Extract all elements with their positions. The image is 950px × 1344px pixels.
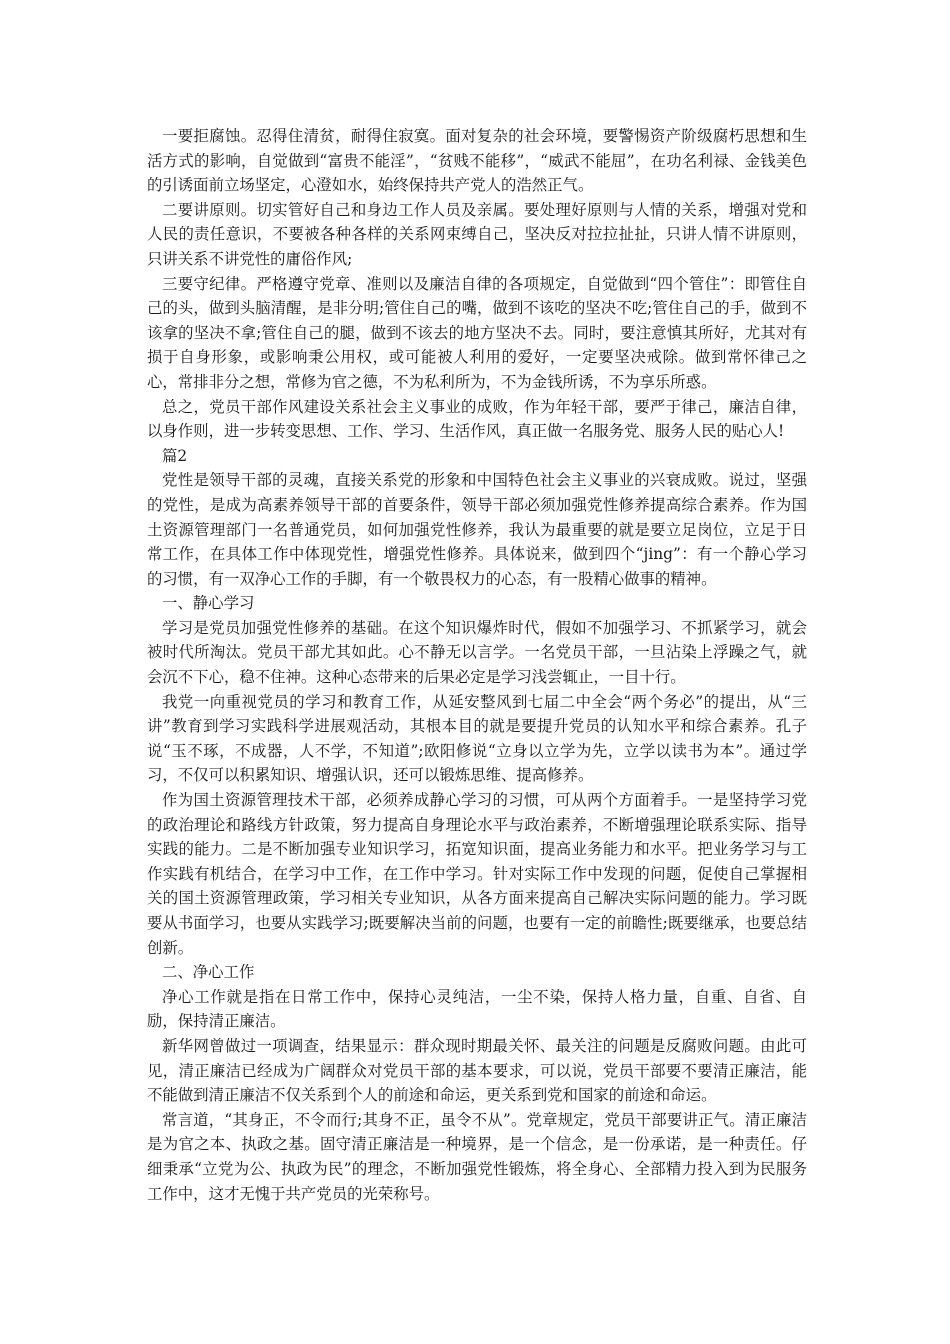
paragraph-refuse-corruption: 一要拒腐蚀。忍得住清贫，耐得住寂寞。面对复杂的社会环境，要警惕资产阶级腐朽思想和生活方式的影响，自觉做到“富贵不能淫”，“贫贱不能移”，“威武不能屈”，在功名利禄、金钱美色的引诱面前立场坚定，心澄如水，始终保持共产党人的浩然正气。: [147, 127, 807, 195]
paragraph-study-habits: 作为国土资源管理技术干部，必须养成静心学习的习惯，可从两个方面着手。一是坚持学习党的政治理论和路线方针政策，努力提高自身理论水平与政治素养，不断增强理论联系实际、指导实践的能力。二是不断加强专业知识学习，拓宽知识面，提高业务能力和水平。把业务学习与工作实践有机结合，在学习中工作，在工作中学习。针对实际工作中发现的问题，促使自己掌握相关的国土资源管理政策，学习相关专业知识，从各方面来提高自己解决实际问题的能力。学习既要从书面学习，也要从实践学习;既要解决当前的问题，也要有一定的前瞻性;既要继承，也要总结创新。: [147, 791, 807, 957]
document-body: [147, 124, 807, 1206]
section-heading-study: 一、静心学习: [162, 594, 255, 613]
paragraph-clean-work: 净心工作就是指在日常工作中，保持心灵纯洁，一尘不染，保持人格力量，自重、自省、自励，保持清正廉洁。: [147, 987, 807, 1031]
paragraph-survey: 新华网曾做过一项调查，结果显示：群众现时期最关怀、最关注的问题是反腐败问题。由此可见，清正廉洁已经成为广阔群众对党员干部的基本要求，可以说，党员干部要不要清正廉洁，能不能做到清正廉洁不仅关系到个人的前途和命运，更关系到党和国家的前途和命运。: [147, 1036, 807, 1105]
section-heading-work: 二、净心工作: [162, 963, 255, 982]
paragraph-party-spirit: 党性是领导干部的灵魂，直接关系党的形象和中国特色社会主义事业的兴衰成败。说过，坚强的党性，是成为高素养领导干部的首要条件，领导干部必须加强党性修养提高综合素养。作为国土资源管理部门一名普通党员，如何加强党性修养，我认为最重要的就是要立足岗位，立足于日常工作，在具体工作中体现党性，增强党性修养。具体说来，做到四个“jing”：有一个静心学习的习惯，有一双净心工作的手脚，有一个敬畏权力的心态，有一股精心做事的精神。: [147, 471, 807, 588]
paragraph-discipline: 三要守纪律。严格遵守党章、准则以及廉洁自律的各项规定，自觉做到“四个管住”：即管住自己的头，做到头脑清醒，是非分明;管住自己的嘴，做到不该吃的坚决不吃;管住自己的手，做到不该拿的坚决不拿;管住自己的腿，做到不该去的地方坚决不去。同时，要注意慎其所好，尤其对有损于自身形象，或影响秉公用权，或可能被人利用的爱好，一定要坚决戒除。做到常怀律己之心，常排非分之想，常修为官之德，不为私利所为，不为金钱所诱，不为享乐所惑。: [147, 274, 807, 391]
paragraph-summary: 总之，党员干部作风建设关系社会主义事业的成败，作为年轻干部，要严于律己，廉洁自律，以身作则，进一步转变思想、工作、学习、生活作风，真正做一名服务党、服务人民的贴心人!: [147, 397, 807, 441]
paragraph-study-history: 我党一向重视党员的学习和教育工作，从延安整风到七届二中全会“两个务必”的提出，从“三讲”教育到学习实践科学进展观活动，其根本目的就是要提升党员的认知水平和综合素养。孔子说“玉不琢，不成器，人不学，不知道”;欧阳修说“立身以立学为先，立学以读书为本”。通过学习，不仅可以积累知识、增强认识，还可以锻炼思维、提高修养。: [147, 692, 807, 785]
section-heading-part2: 篇2: [162, 446, 188, 465]
paragraph-study-basis: 学习是党员加强党性修养的基础。在这个知识爆炸时代，假如不加强学习、不抓紧学习，就会被时代所淘汰。党员干部尤其如此。心不静无以言学。一名党员干部，一旦沾染上浮躁之气，就会沉不下心，稳不住神。这种心态带来的后果必定是学习浅尝辄止，一目十行。: [147, 618, 807, 687]
paragraph-principles: 二要讲原则。切实管好自己和身边工作人员及亲属。要处理好原则与人情的关系，增强对党和人民的责任意识，不要被各种各样的关系网束缚自己，坚决反对拉拉扯扯，只讲人情不讲原则，只讲关系不讲党性的庸俗作风;: [147, 200, 807, 268]
paragraph-integrity: 常言道，“其身正，不令而行;其身不正，虽令不从”。党章规定，党员干部要讲正气。清正廉洁是为官之本、执政之基。固守清正廉洁是一种境界，是一个信念，是一份承诺，是一种责任。仔细秉承“立党为公、执政为民”的理念，不断加强党性锻炼，将全身心、全部精力投入到为民服务工作中，这才无愧于共产党员的光荣称号。: [147, 1110, 807, 1203]
